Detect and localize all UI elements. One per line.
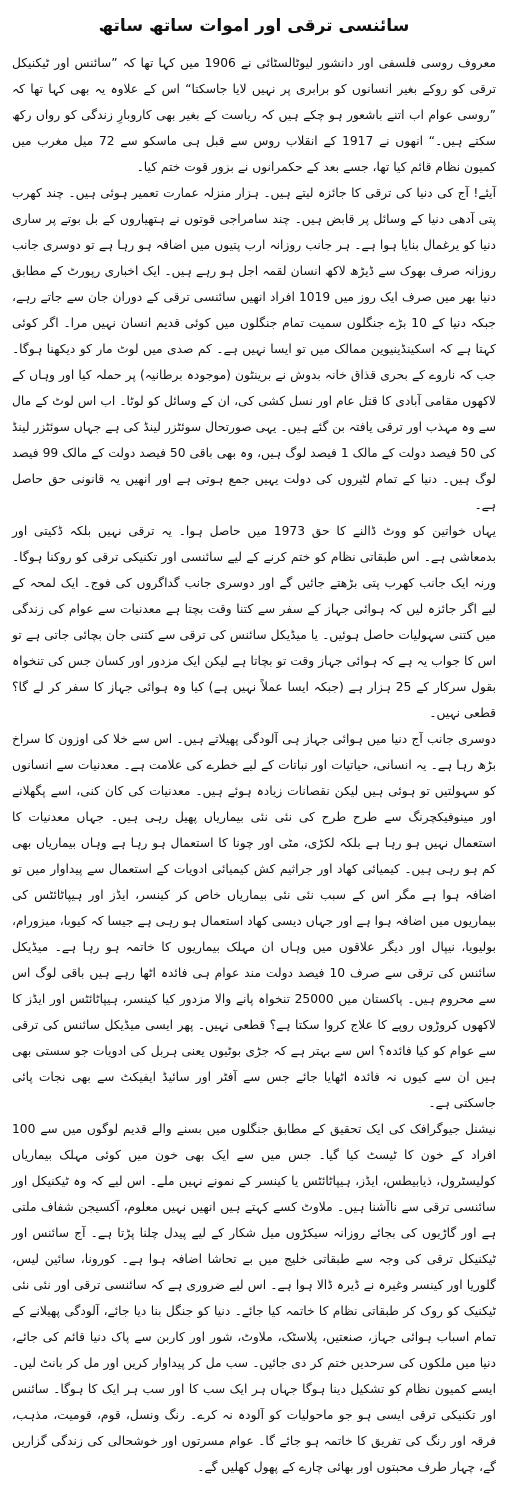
paragraph-1: معروف روسی فلسفی اور دانشور لیوٹالسٹائی نے 1906 میں کہا تھا کہ ”سائنس اور ٹیکنیکل ترقی کو روکے بغیر انسانوں کو برابری پر نہیں لایا جاسکتا“ اس کے علاوہ یہ بھی کہا تھا کہ ”روسی عوام اب اتنے باشعور ہو چکے ہیں کہ ریاست کے بغیر بھی کاروبارِ زندگی کو رواں رکھ سکتے ہیں۔“ انھوں نے 1917 کے انقلاب روس سے قبل ہی ماسکو سے 72 میل مغرب میں کمیون نظام قائم کیا تھا، جسے بعد کے حکمرانوں نے بزور قوت ختم کیا۔	[12, 56, 496, 174]
paragraph-2: آیئے! آج کی دنیا کی ترقی کا جائزہ لیتے ہیں۔ ہزار منزلہ عمارت تعمیر ہوئی ہیں۔ چند کھرب پتی آدھی دنیا کے وسائل پر قابض ہیں۔ چند سامراجی قوتوں نے ہتھیاروں کے بل بوتے پر ساری دنیا کو یرغمال بنایا ہوا ہے۔ ہر جانب روزانہ ارب پتیوں میں اضافہ ہو رہا ہے تو دوسری جانب روزانہ صرف بھوک سے ڈیڑھ لاکھ انسان لقمہ اجل ہو رہے ہیں۔ ایک اخباری رپورٹ کے مطابق دنیا بھر میں صرف ایک روز میں 1019 افراد انھیں سائنسی ترقی کے دوران جان سے جاتے رہے، جبکہ دنیا کے 10 بڑے جنگلوں سمیت تمام جنگلوں میں کوئی قدیم انسان نہیں مرا۔ اگر کوئی کہتا ہے کہ اسکینڈینیوین ممالک میں تو ایسا نہیں ہے۔ کم صدی میں لوٹ مار کو دیکھنا ہوگا۔ جب کہ ناروے کے بحری قذاق خانہ بدوش نے برینٹون (موجودہ برطانیہ) پر حملہ کیا اور وہاں کے لاکھوں مقامی آبادی کا قتل عام اور نسل کشی کی، ان کے وسائل کو لوٹا۔ اب اس لوٹ کے مال سے وہ مہذب اور ترقی یافتہ بن گئے ہیں۔ یہی صورتحال سوئٹزر لینڈ کی ہے جہاں سوئٹزر لینڈ کی 50 فیصد دولت کے مالک 1 فیصد لوگ ہیں، وہ بھی باقی 50 فیصد دولت کے مالک 99 فیصد لوگ ہیں۔ دنیا کے تمام لٹیروں کی دولت یہیں جمع ہوتی ہے اور انھیں یہ قانونی حق حاصل ہے۔	[12, 186, 497, 512]
paragraph-3: یہاں خواتین کو ووٹ ڈالنے کا حق 1973 میں حاصل ہوا۔ یہ ترقی نہیں بلکہ ڈکیتی اور بدمعاشی ہے۔ اس طبقاتی نظام کو ختم کرنے کے لیے سائنسی اور تکنیکی ترقی کو روکنا ہوگا۔ ورنہ ایک جانب کھرب پتی بڑھتے جائیں گے اور دوسری جانب گداگروں کی فوج۔ ایک لمحہ کے لیے اگر جائزہ لیں کہ ہوائی جہاز کے سفر سے کتنا وقت بچتا ہے معدنیات سے عوام کی زندگی میں کتنی سہولیات حاصل ہوئیں۔ یا میڈیکل سائنس کی ترقی سے کتنی جان بچائی جاتی ہے تو اس کا جواب یہ ہے کہ ہوائی جہاز وقت تو بچاتا ہے لیکن ایک مزدور اور کسان جس کی تنخواہ بقول سرکار کے 25 ہزار ہے (جبکہ ایسا عملاً نہیں ہے) کیا وہ ہوائی جہاز کا سفر کر لے گا؟ قطعی نہیں۔	[12, 524, 496, 720]
paragraph-5: نیشنل جیوگرافک کی ایک تحقیق کے مطابق جنگلوں میں بسنے والے قدیم لوگوں میں سے 100 افراد کے خون کا ٹیسٹ کیا گیا۔ جس میں سے ایک بھی خون میں کوئی مہلک بیماریاں کولیسٹرول، ذیابیطس، ایڈز، ہیپاٹائٹس یا کینسر کے نمونے نہیں ملے۔ اس لیے کہ وہ ٹیکنیکل اور سائنسی ترقی سے ناآشنا ہیں۔ ملاوٹ کسے کہتے ہیں انھیں نہیں معلوم، آکسیجن شفاف ملتی ہے اور گاڑیوں کی بجائے روزانہ سیکڑوں میل شکار کے لیے پیدل چلنا پڑتا ہے۔ آج سائنس اور ٹیکنیکل ترقی کی وجہ سے طبقاتی خلیج میں بے تحاشا اضافہ ہوا ہے۔ کورونا، سائین لیس، گلوریا اور کینسر وغیرہ نے ڈیرہ ڈالا ہوا ہے۔ اس لیے ضروری ہے کہ سائنسی ترقی اور نئی نئی ٹیکنیک کو روک کر طبقاتی نظام کا خاتمہ کیا جائے۔ دنیا کو جنگل بنا دیا جائے، آلودگی پھیلانے کے تمام اسباب ہوائی جہاز، صنعتیں، پلاسٹک، ملاوٹ، شور اور کاربن سے پاک دنیا قائم کی جائے، دنیا میں ملکوں کی سرحدیں ختم کر دی جائیں۔ سب مل کر پیداوار کریں اور مل کر بانٹ لیں۔ ایسے کمیون نظام کو تشکیل دینا ہوگا جہاں ہر ایک سب کا اور سب ہر ایک کا ہوگا۔ سائنس اور تکنیکی ترقی ایسی ہو جو ماحولیات کو آلودہ نہ کرے۔ رنگ ونسل، قوم، قومیت، مذہب، فرقہ اور رنگ کی تفریق کا خاتمہ ہو جائے گا۔ عوام مسرتوں اور خوشحالی کی زندگی گزاریں گے، چہار طرف محبتوں اور بھائی چارے کے پھول کھلیں گے۔	[12, 1122, 496, 1474]
article-title: سائنسی ترقی اور اموات ساتھ ساتھ	[98, 16, 410, 36]
paragraph-4: دوسری جانب آج دنیا میں ہوائی جہاز ہی آلودگی پھیلاتے ہیں۔ اس سے خلا کی اوزون کا سراخ بڑھ رہا ہے۔ یہ انسانی، حیاتیات اور نباتات کے لیے خطرے کی علامت ہے۔ معدنیات سے انسانوں کو سہولتیں تو ہوئی ہیں لیکن نقصانات زیادہ ہوئے ہیں۔ معدنیات کی کان کنی، اسے پگھلانے اور مینوفیکچرنگ سے طرح طرح کی نئی نئی بیماریاں پھیل رہی ہیں۔ جہاں معدنیات کا استعمال نہیں ہو رہا ہے بلکہ لکڑی، مٹی اور چونا کا استعمال ہو رہا ہے وہاں بیماریاں بھی کم ہو رہی ہیں۔ کیمیائی کھاد اور جراثیم کش کیمیائی ادویات کے استعمال سے پیداوار میں تو اضافہ ہوا ہے مگر اس کے سبب نئی نئی بیماریاں خاص کر کینسر، ایڈز اور ہیپاٹائٹس کی بیماریوں میں اضافہ ہوا ہے اور جہاں دیسی کھاد استعمال ہو رہی ہے جیسا کہ کیوبا، میزورام، بولیویا، نیپال اور دیگر علاقوں میں وہاں ان مہلک بیماریوں کا خاتمہ ہو رہا ہے۔ میڈیکل سائنس کی ترقی سے صرف 10 فیصد دولت مند عوام ہی فائدہ اٹھا رہے ہیں باقی لوگ اس سے محروم ہیں۔ پاکستان میں 25000 تنخواہ پانے والا مزدور کیا کینسر، ہیپاٹائٹس اور ایڈز کا لاکھوں کروڑوں روپے کا علاج کروا سکتا ہے؟ قطعی نہیں۔ پھر ایسی میڈیکل سائنس کی ترقی سے عوام کو کیا فائدہ؟ اس سے بہتر ہے کہ جڑی بوٹیوں یعنی ہربل کی ادویات جو سستی بھی ہیں ان سے کیوں نہ فائدہ اٹھایا جائے جس سے آفٹر اور سائیڈ ایفیکٹ سے بھی نجات پائی جاسکتی ہے۔	[12, 732, 496, 1110]
